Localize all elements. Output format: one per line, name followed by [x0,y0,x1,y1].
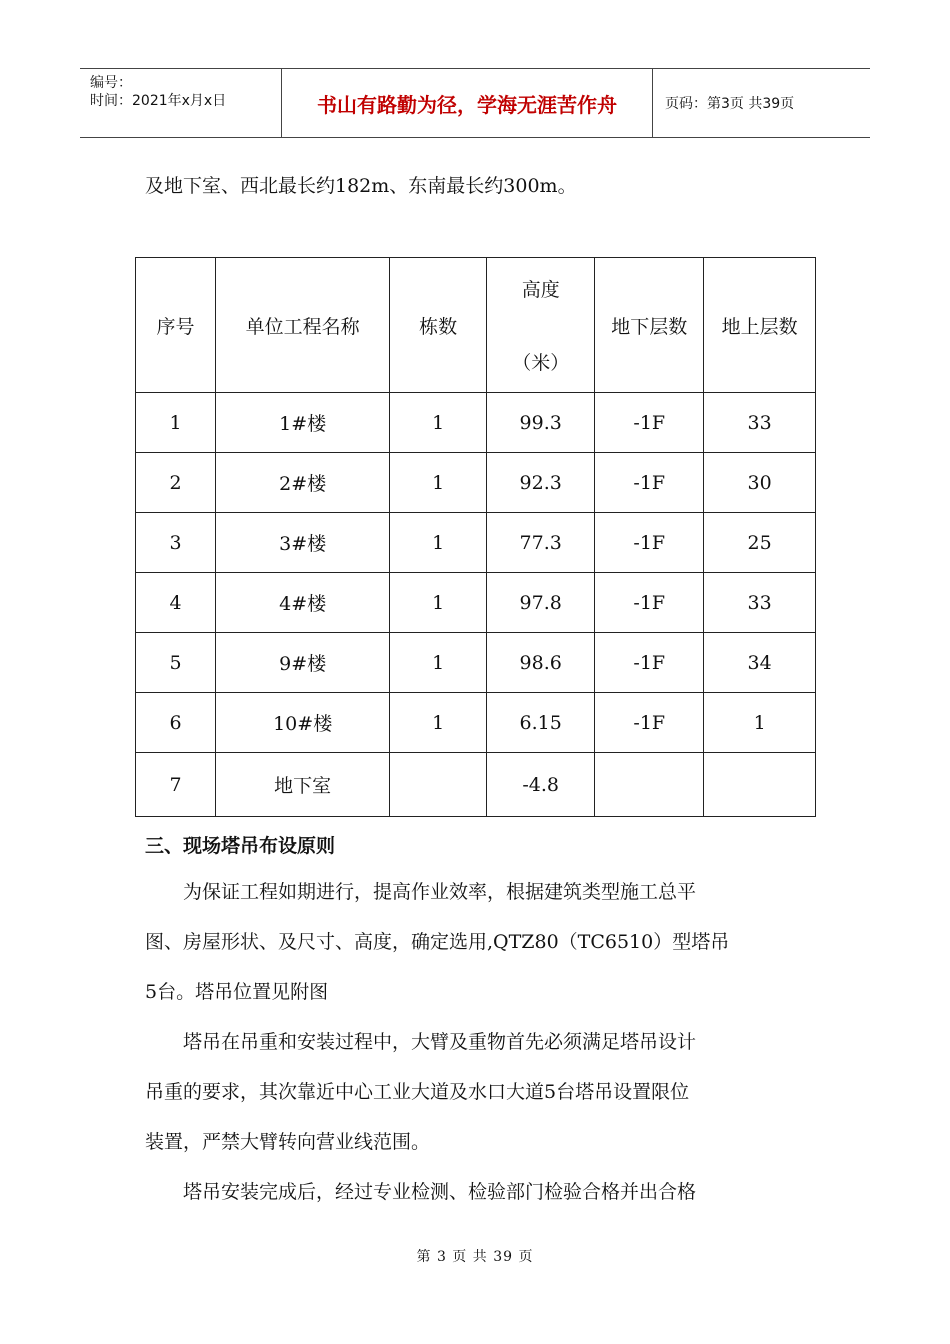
header-height-unit: （米） [512,352,570,374]
header-meta [80,69,282,137]
header-name: 单位工程名称 [216,258,390,393]
cell-seq: 1 [136,393,216,453]
cell-height: 99.3 [487,393,595,453]
cell-seq: 7 [136,753,216,817]
table-row [136,513,816,573]
cell-height: 6.15 [487,693,595,753]
paragraph-line: 装置，严禁大臂转向营业线范围。 [145,1131,431,1153]
table-row [136,453,816,513]
header-seq: 序号 [136,258,216,393]
table-row [136,573,816,633]
paragraph-line: 塔吊在吊重和安装过程中，大臂及重物首先必须满足塔吊设计 [145,1031,697,1053]
cell-height: 98.6 [487,633,595,693]
intro-paragraph: 及地下室、西北最长约182m、东南最长约300m。 [145,175,577,197]
cell-count: 1 [390,513,487,573]
paragraph-line: 吊重的要求，其次靠近中心工业大道及水口大道5台塔吊设置限位 [145,1081,690,1103]
cell-name: 地下室 [216,753,390,817]
cell-count: 1 [390,693,487,753]
paragraph-line: 5台。塔吊位置见附图 [145,981,329,1003]
cell-above: 30 [704,453,816,513]
cell-name: 3#楼 [216,513,390,573]
cell-height: 97.8 [487,573,595,633]
table-row [136,633,816,693]
header-above-floors: 地上层数 [704,258,816,393]
cell-below: -1F [595,453,704,513]
cell-count: 1 [390,573,487,633]
table-row [136,393,816,453]
cell-seq: 4 [136,573,216,633]
document-number-label: 编号： [90,75,132,91]
cell-below: -1F [595,513,704,573]
cell-seq: 3 [136,513,216,573]
cell-above: 1 [704,693,816,753]
cell-height: 92.3 [487,453,595,513]
cell-seq: 5 [136,633,216,693]
table-row [136,693,816,753]
cell-above [704,753,816,817]
cell-name: 9#楼 [216,633,390,693]
paragraph-line: 塔吊安装完成后，经过专业检测、检验部门检验合格并出合格 [145,1181,697,1203]
cell-count: 1 [390,453,487,513]
cell-below: -1F [595,393,704,453]
cell-name: 1#楼 [216,393,390,453]
cell-above: 25 [704,513,816,573]
page-footer: 第 3 页 共 39 页 [416,1249,534,1265]
cell-name: 4#楼 [216,573,390,633]
table-header-row [136,258,816,393]
document-date: 时间：2021年x月x日 [90,93,227,109]
cell-height: -4.8 [487,753,595,817]
cell-below: -1F [595,573,704,633]
cell-seq: 2 [136,453,216,513]
cell-above: 34 [704,633,816,693]
table-row [136,753,816,817]
page-header [80,68,870,138]
header-below-floors: 地下层数 [595,258,704,393]
paragraph-line: 图、房屋形状、及尺寸、高度，确定选用,QTZ80（TC6510）型塔吊 [145,931,730,953]
header-count: 栋数 [390,258,487,393]
cell-count: 1 [390,393,487,453]
project-table [135,257,816,817]
cell-name: 10#楼 [216,693,390,753]
paragraph-line: 为保证工程如期进行，提高作业效率，根据建筑类型施工总平 [145,881,697,903]
cell-below: -1F [595,693,704,753]
section-heading: 三、现场塔吊布设原则 [145,835,336,857]
cell-above: 33 [704,573,816,633]
cell-below: -1F [595,633,704,693]
cell-name: 2#楼 [216,453,390,513]
header-height [487,258,595,393]
header-height-label: 高度 [521,279,560,301]
cell-count: 1 [390,633,487,693]
cell-below [595,753,704,817]
cell-seq: 6 [136,693,216,753]
header-page-info: 页码：第3页 共39页 [665,96,795,112]
cell-height: 77.3 [487,513,595,573]
cell-above: 33 [704,393,816,453]
cell-count [390,753,487,817]
header-motto: 书山有路勤为径，学海无涯苦作舟 [282,69,653,137]
